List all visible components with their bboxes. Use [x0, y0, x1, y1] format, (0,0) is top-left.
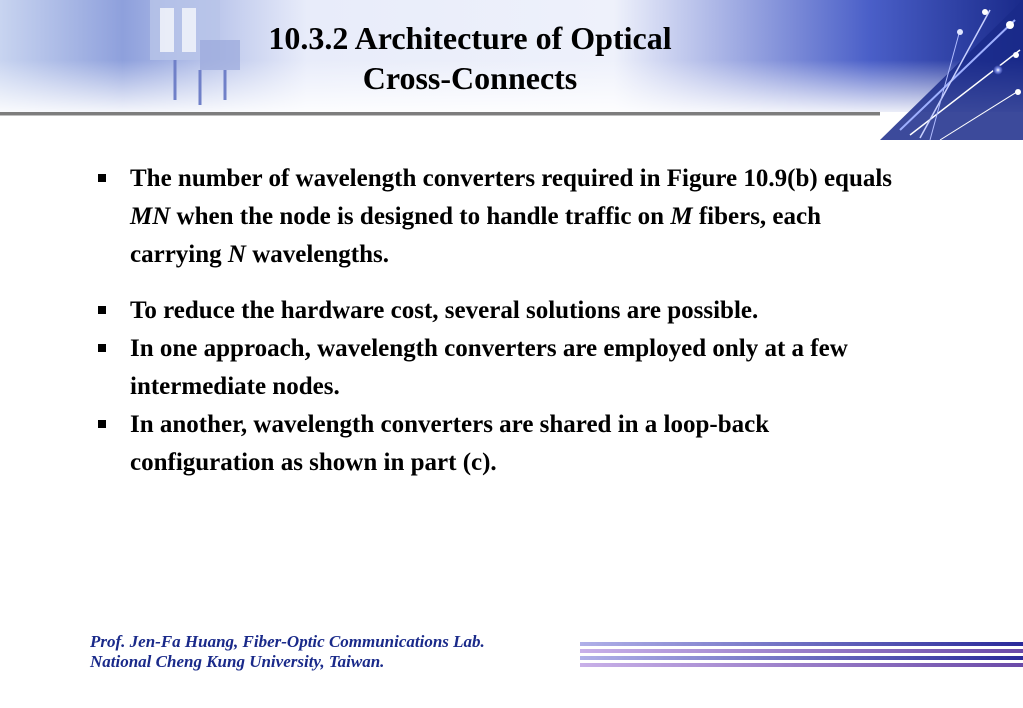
bullet-text-segment: In another, wavelength converters are shared in a loop-back configuration as shown in part (c). [130, 411, 770, 476]
bullet-text-italic: M [670, 203, 693, 230]
stripe [580, 642, 1023, 646]
bullet-item [96, 160, 916, 274]
square-bullet-icon [98, 420, 106, 428]
stripe [580, 663, 1023, 667]
bullet-list [96, 160, 916, 482]
bullet-item [96, 330, 916, 406]
bullet-text-italic: N [227, 241, 246, 268]
square-bullet-icon [98, 344, 106, 352]
square-bullet-icon [98, 306, 106, 314]
title-line-2: Cross-Connects [362, 60, 578, 96]
stripe [580, 656, 1023, 660]
bullet-text-segment: In one approach, wavelength converters are employed only at a few intermediate nodes. [130, 335, 848, 400]
square-bullet-icon [98, 174, 106, 182]
slide-title [130, 18, 810, 98]
stripe [580, 649, 1023, 653]
title-line-1: 10.3.2 Architecture of Optical [268, 20, 672, 56]
bullet-item [96, 292, 916, 330]
footer-line-2: National Cheng Kung University, Taiwan. [90, 652, 385, 671]
bullet-text-segment: wavelengths. [245, 241, 390, 268]
bullet-text-segment: when the node is designed to handle traffic on [170, 203, 671, 230]
bullet-item [96, 406, 916, 482]
bullet-text-italic: MN [130, 203, 171, 230]
bullet-text-segment: The number of wavelength converters required in Figure 10.9(b) equals [130, 165, 893, 192]
footer-credit [90, 632, 485, 672]
bullet-text-segment: To reduce the hardware cost, several solutions are possible. [130, 297, 759, 324]
footer-stripes [580, 642, 1023, 672]
bullet-text-segment: fibers, each carrying [130, 203, 822, 268]
footer-line-1: Prof. Jen-Fa Huang, Fiber-Optic Communications Lab. [90, 632, 485, 651]
